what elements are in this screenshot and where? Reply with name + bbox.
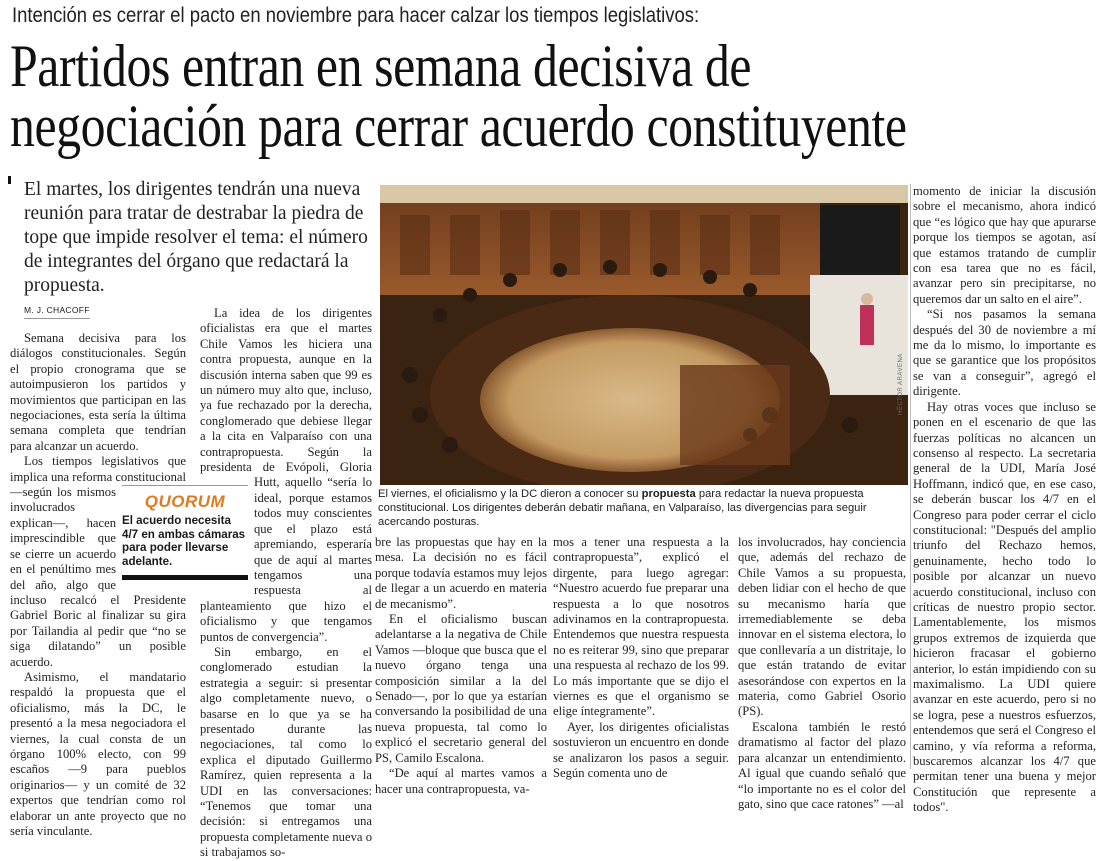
caption-bold: propuesta: [641, 488, 696, 500]
paragraph: Ayer, los dirigentes oficialistas sostuvieron un encuentro en donde se analizaron los pasos a seguir. Según comenta uno de: [553, 719, 729, 781]
paragraph: momento de iniciar la discusión sobre el mecanismo, ahora indicó que “es lógico que hay que apurarse porque los tiempos se agotan, así que estamos tratando de cumplir con esa tarea que no es fácil, avanzar pero sin precipitarse, no queremos dar un salto en el aire”.: [913, 184, 1096, 306]
sidebar-title: QUORUM: [144, 492, 226, 512]
paragraph: En el oficialismo buscan adelantarse a la negativa de Chile Vamos —bloque que busca que el nuevo órgano tenga una composición similar a la del Senado—, por lo que ya estarían conversando la posibilidad de una nueva propuesta, tal como lo explicó el secretario general del PS, Camilo Escalona.: [375, 612, 547, 765]
caption-text: para redactar la nueva propuesta constitucional. Los dirigentes deberán debatir mañana, en Valparaíso, las divergencias para seguir acercando posturas.: [378, 488, 867, 528]
column-5: [738, 535, 906, 812]
paragraph-text: La idea de los dirigentes oficialistas era que el martes Chile Vamos les hiciera una contra propuesta, aunque en la discusión interna saben que 99 es un número muy alto que, incluso, ya fue rechazado por la derecha, conglomerado que debiese llegar a la cita en Valparaíso con una contrapropuesta. Según la presidenta de Evópoli, Gloria Hutt, aquello “sería lo ideal, porque estamos todos muy conscientes que el plazo está apremiando, esperaría que de aquí al martes tengamos una respuesta al planteamiento que hizo el oficialismo y que tengamos puntos de convergencia”.: [200, 306, 372, 644]
paragraph: mos a tener una respuesta a la contrapropuesta”, explicó el dirgente, para luego agregar: “Nuestro acuerdo fue preparar una respuesta a lo que nosotros adivinamos en la contrapropuesta. Entendemos que nuestra respuesta no es reiterar 99, sino que preparar una respuesta al rechazo de los 99. Lo más importante que se dijo el viernes es que el organismo se elige íntegramente”.: [553, 535, 729, 719]
column-3: [375, 535, 547, 797]
column-2: [200, 306, 372, 861]
paragraph: Escalona también le restó dramatismo al factor del plazo para alcanzar un entendimiento. Al igual que cuando señaló que “lo importante no es el color del gato, sino que cace ratones” —al: [738, 719, 906, 811]
sidebar-text: El acuerdo necesita 4/7 en ambas cámaras para poder llevarse adelante.: [122, 514, 246, 568]
paragraph: “Si nos pasamos la semana después del 30 de noviembre a mí me da lo mismo, lo importante es que se garantice que los propósitos se van a conseguir”, agregó el dirigente.: [913, 307, 1096, 399]
sidebar-rule: [122, 575, 248, 580]
deck: El martes, los dirigentes tendrán una nueva reunión para tratar de destrabar la piedra de tope que impide resolver el tema: el número de integrantes del órgano que redactará la propuesta.: [24, 179, 368, 296]
paragraph: [200, 306, 372, 645]
byline: M. J. CHACOFF: [24, 305, 90, 319]
column-1: [10, 331, 186, 839]
headline-line-2: negociación para cerrar acuerdo constituyente: [10, 93, 907, 159]
photo-caption: [378, 487, 908, 529]
photo-credit: HÉCTOR ARAVENA: [898, 353, 904, 415]
paragraph: los involucrados, hay conciencia que, además del rechazo de Chile Vamos a su propuesta, deben lidiar con el hecho de que su mecanismo haría que irremediablemente se deba innovar en el sistema electora, lo que conllevaría a un distritaje, lo que están tratando de evitar asesorándose con expertos en la materia, como Gabriel Osorio (PS).: [738, 535, 906, 719]
column-divider: [910, 184, 911, 769]
deck-marker: [8, 176, 11, 184]
paragraph: Hay otras voces que incluso se ponen en el escenario de que las fuerzas políticas no alcancen un consenso al respecto. La secretaria general de la UDI, María José Hoffmann, indicó que, en ese caso, se deberán buscar los 4/7 en el Congreso para poder cerrar el ciclo constitucional: "Después del amplio triunfo del Rechazo hemos, genuinamente, hecho todo lo posible por alcanzar un nuevo acuerdo constitucional, incluso con críticas de nuestro propio sector. Lamentablemente, los mismos grupos extremos de izquierda que hicieron fracasar el gobierno anterior, lo están impidiendo con su maximalismo. La UDI quiere avanzar en este acuerdo, pero si no se logra, pese a nuestros esfuerzos, entendemos que será el Congreso el camino, y vía reforma a reforma, buscaremos alcanzar los 4/7 que permitan tener una buena y mejor Constitución que represente a todos".: [913, 399, 1096, 815]
column-6: [913, 184, 1096, 816]
paragraph-text: Los tiempos legislativos que implica una reforma constitucional —según los mismos involucrados explican—, hacen imprescindible que se cierre un acuerdo en el penúltimo mes del año, algo que incluso recalcó el Presidente Gabriel Boric al finalizar su gira por Tailandia al pedir que “no se siga dilatando” un posible acuerdo.: [10, 454, 186, 669]
column-4: [553, 535, 729, 782]
kicker: Intención es cerrar el pacto en noviembre para hacer calzar los tiempos legislativos:: [12, 4, 700, 27]
caption-text: El viernes, el oficialismo y la DC dieron a conocer su: [378, 488, 642, 500]
paragraph: Semana decisiva para los diálogos constitucionales. Según el propio cronograma que se autoimpusieron los partidos y movimientos que participan en las negociaciones, esta sería la última semana completa que tendrían para alcanzar un acuerdo.: [10, 331, 186, 453]
headline-line-1: Partidos entran en semana decisiva de: [10, 33, 752, 99]
quorum-sidebar: [122, 485, 248, 580]
headline: [10, 33, 907, 159]
paragraph: “De aquí al martes vamos a hacer una contrapropuesta, va-: [375, 766, 547, 796]
paragraph: bre las propuestas que hay en la mesa. La decisión no es fácil porque todavía estamos muy lejos de llegar a un acuerdo en materia de mecanismo”.: [375, 535, 547, 611]
chamber-photo: [380, 185, 908, 485]
paragraph: Asimismo, el mandatario respaldó la propuesta que el oficialismo, más la DC, le presentó a la mesa negociadora el viernes, la cual consta de un órgano 100% electo, con 99 escaños —9 para pueblos originarios— y un comité de 32 expertos que tendrían como rol elaborar un ante proyecto que no sería vinculante.: [10, 669, 186, 838]
paragraph: Sin embargo, en el conglomerado estudian la estrategia a seguir: si presentar algo completamente nuevo, o basarse en lo que ya se ha presentado durante las negociaciones, tal como lo explica el diputado Guillermo Ramírez, quien representa a la UDI en las conversaciones: “Tenemos que tomar una decisión: si entregamos una propuesta completamente nueva o si trabajamos so-: [200, 644, 372, 860]
